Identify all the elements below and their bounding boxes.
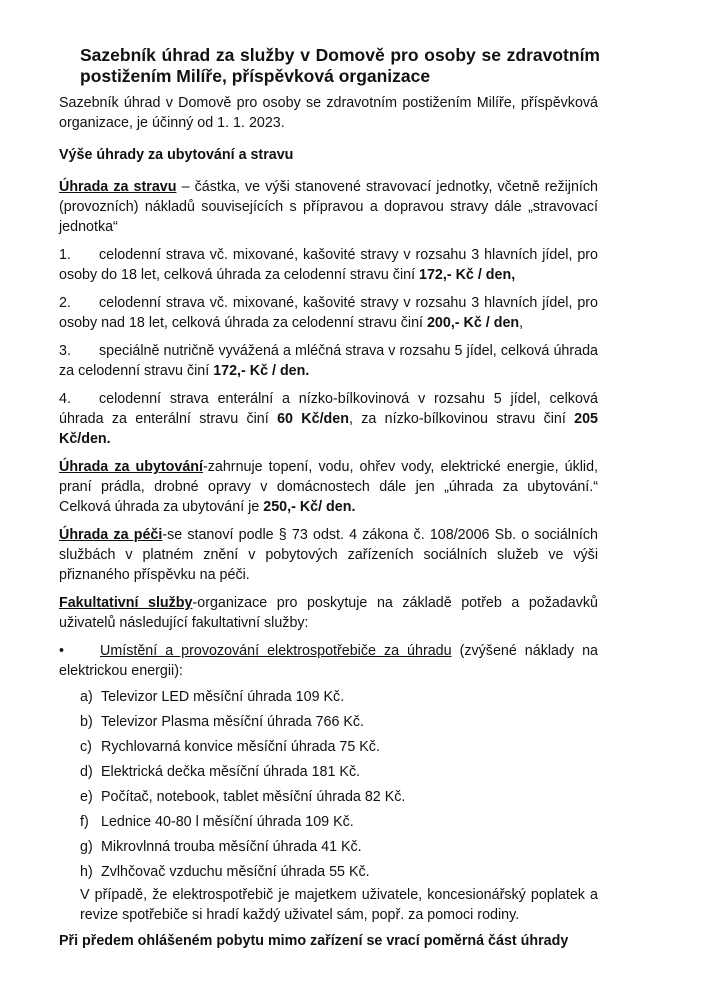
bullet-icon: • — [59, 643, 65, 659]
strava-label: Úhrada za stravu — [59, 179, 177, 195]
meal-item-number: 2. — [59, 295, 71, 311]
meal-item-4: 4. celodenní strava enterální a nízko-bílkovinová v rozsahu 5 jídel, celková úhrada za enterální stravu činí 60 Kč/den, za nízko-bílkovinou stravu činí 205 Kč/den. — [59, 391, 599, 447]
strava-text: – částka, ve výši stanovené stravovací jednotky, včetně režijních (provozních) nákladů souvisejících s přípravou a dopravou stravy dále „stravovací jednotka“ — [59, 179, 598, 235]
pece-paragraph: Úhrada za péči-se stanoví podle § 73 odst. 4 zákona č. 108/2006 Sb. o sociálních službách v platném znění v pobytových zařízeních sociálních služeb ve výši přiznaného příspěvku na péči. — [59, 527, 598, 583]
meal-item-number: 3. — [59, 343, 71, 359]
final-heading: Při předem ohlášeném pobytu mimo zařízení se vrací poměrná část úhrady — [59, 933, 569, 949]
list-item: c) Rychlovarná konvice měsíční úhrada 75 Kč. — [80, 739, 380, 755]
ubytovani-paragraph: Úhrada za ubytování-zahrnuje topení, vodu, ohřev vody, elektrické energie, úklid, praní prádla, drobné opravy v domácnostech dále jen „úhrada za ubytování.“ Celková úhrada za ubytování je 250,- Kč/ den. — [59, 459, 598, 515]
bullet-item: • Umístění a provozování elektrospotřebiče za úhradu (zvýšené náklady na elektrickou energii): — [59, 643, 598, 679]
list-item: a) Televizor LED měsíční úhrada 109 Kč. — [80, 689, 345, 705]
list-item: f) Lednice 40-80 l měsíční úhrada 109 Kč. — [80, 814, 354, 830]
meal-item-number: 1. — [59, 247, 71, 263]
meal-item-3: 3. speciálně nutričně vyvážená a mléčná strava v rozsahu 5 jídel, celková úhrada za celodenní stravu činí 172,- Kč / den. — [59, 343, 598, 379]
document-title: Sazebník úhrad za služby v Domově pro osoby se zdravotním postižením Milíře, příspěvková organizace — [80, 45, 600, 86]
section-heading: Výše úhrady za ubytování a stravu — [59, 147, 294, 163]
list-item: g) Mikrovlnná trouba měsíční úhrada 41 Kč. — [80, 839, 362, 855]
list-item: h) Zvlhčovač vzduchu měsíční úhrada 55 Kč. — [80, 864, 370, 880]
strava-paragraph — [59, 177, 598, 237]
ubytovani-label: Úhrada za ubytování — [59, 459, 203, 475]
meal-item-2: 2. celodenní strava vč. mixované, kašovité stravy v rozsahu 3 hlavních jídel, pro osoby nad 18 let, celková úhrada za celodenní stravu činí 200,- Kč / den, — [59, 295, 598, 331]
intro-paragraph: Sazebník úhrad v Domově pro osoby se zdravotním postižením Milíře, příspěvková organizace, je účinný od 1. 1. 2023. — [59, 95, 598, 131]
meal-item-number: 4. — [59, 391, 71, 407]
fakultativni-paragraph: Fakultativní služby-organizace pro poskytuje na základě potřeb a požadavků uživatelů následující fakultativní služby: — [59, 595, 598, 631]
appliance-list — [80, 687, 598, 887]
fakultativni-label: Fakultativní služby — [59, 595, 193, 611]
meal-item-1: 1. celodenní strava vč. mixované, kašovité stravy v rozsahu 3 hlavních jídel, pro osoby do 18 let, celková úhrada za celodenní stravu činí 172,- Kč / den, — [59, 247, 598, 283]
list-item: e) Počítač, notebook, tablet měsíční úhrada 82 Kč. — [80, 789, 406, 805]
list-item: b) Televizor Plasma měsíční úhrada 766 Kč. — [80, 714, 365, 730]
note-paragraph: V případě, že elektrospotřebič je majetkem uživatele, koncesionářský poplatek a revize spotřebiče si hradí každý uživatel sám, popř. za pomoci rodiny. — [80, 887, 598, 923]
document-body — [59, 93, 598, 951]
pece-label: Úhrada za péči — [59, 527, 163, 543]
list-item: d) Elektrická dečka měsíční úhrada 181 Kč. — [80, 764, 361, 780]
